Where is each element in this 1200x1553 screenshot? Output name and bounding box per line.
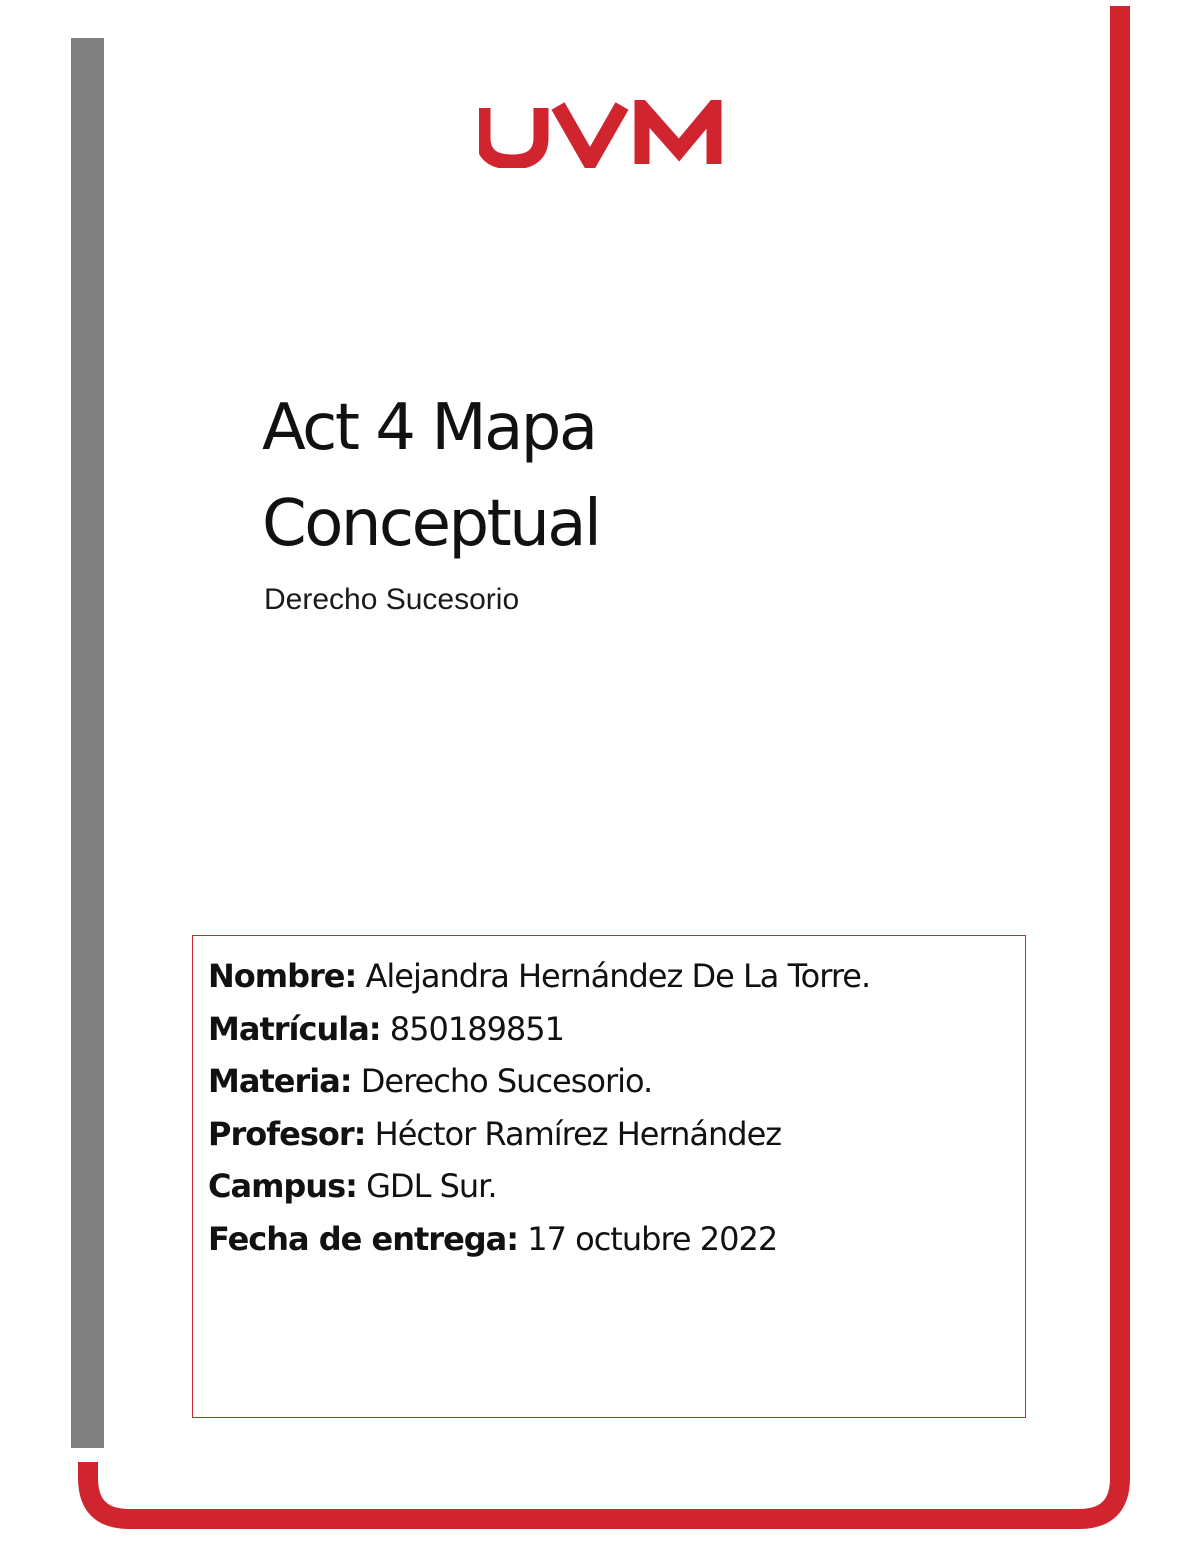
info-label: Profesor: bbox=[208, 1114, 366, 1153]
left-gray-bar bbox=[71, 38, 104, 1448]
uvm-logo bbox=[479, 100, 723, 168]
uvm-logo-mark bbox=[479, 100, 723, 168]
info-row-fecha-entrega bbox=[208, 1213, 1025, 1266]
info-label: Fecha de entrega: bbox=[208, 1219, 519, 1258]
info-row-matricula bbox=[208, 1003, 1025, 1056]
info-value: Héctor Ramírez Hernández bbox=[374, 1114, 782, 1153]
info-label: Materia: bbox=[208, 1062, 352, 1100]
info-value: 850189851 bbox=[389, 1009, 564, 1048]
student-info-box bbox=[192, 935, 1026, 1418]
page-title bbox=[262, 380, 782, 572]
info-label: Matrícula: bbox=[208, 1009, 381, 1048]
info-value: Alejandra Hernández De La Torre. bbox=[365, 957, 871, 995]
info-value: Derecho Sucesorio. bbox=[360, 1062, 653, 1100]
title-line-2: Conceptual bbox=[262, 487, 600, 561]
info-label: Campus: bbox=[208, 1167, 357, 1205]
title-line-1: Act 4 Mapa bbox=[262, 391, 596, 465]
info-row-materia bbox=[208, 1055, 1025, 1108]
info-row-profesor bbox=[208, 1108, 1025, 1161]
info-value: GDL Sur. bbox=[366, 1167, 497, 1205]
info-row-nombre bbox=[208, 950, 1025, 1003]
info-row-campus bbox=[208, 1160, 1025, 1213]
info-label: Nombre: bbox=[208, 957, 357, 995]
info-value: 17 octubre 2022 bbox=[527, 1219, 778, 1258]
page-subtitle: Derecho Sucesorio bbox=[264, 583, 520, 616]
